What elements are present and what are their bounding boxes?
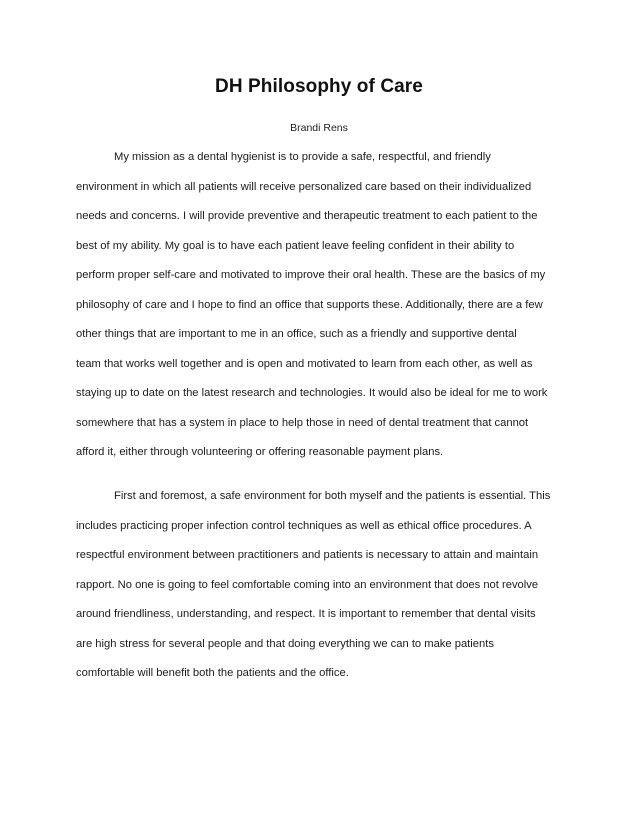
paragraph-line: comfortable will benefit both the patients and the office.	[76, 667, 349, 679]
author-name: Brandi Rens	[290, 122, 348, 134]
paragraph-line: My mission as a dental hygienist is to provide a safe, respectful, and friendly	[114, 151, 491, 163]
paragraph-line: First and foremost, a safe environment for both myself and the patients is essential. This	[114, 490, 551, 502]
paragraph-line: philosophy of care and I hope to find an office that supports these. Additionally, there are a few	[76, 298, 543, 311]
paragraph-line: team that works well together and is open and motivated to learn from each other, as well as	[76, 357, 533, 370]
paragraph-line: perform proper self-care and motivated to improve their oral health. These are the basics of my	[76, 269, 546, 281]
paragraph-line: staying up to date on the latest research and technologies. It would also be ideal for me to work	[76, 387, 548, 399]
document-title: DH Philosophy of Care	[215, 76, 423, 97]
paragraph-line: respectful environment between practitioners and patients is necessary to attain and maintain	[76, 549, 539, 561]
paragraph-line: other things that are important to me in an office, such as a friendly and supportive dental	[76, 328, 517, 340]
paragraph-line: includes practicing proper infection control techniques as well as ethical office procedures. A	[76, 519, 532, 532]
paragraph-line: around friendliness, understanding, and respect. It is important to remember that dental visits	[76, 608, 536, 620]
paragraph-line: environment in which all patients will receive personalized care based on their individualized	[76, 180, 532, 193]
paragraph-line: somewhere that has a system in place to help those in need of dental treatment that cannot	[76, 416, 529, 429]
paragraph-line: best of my ability. My goal is to have each patient leave feeling confident in their ability to	[76, 239, 515, 252]
paragraph-line: are high stress for several people and that doing everything we can to make patients	[76, 637, 494, 650]
paragraph-line: needs and concerns. I will provide preventive and therapeutic treatment to each patient to the	[76, 210, 538, 222]
paragraph-line: afford it, either through volunteering or offering reasonable payment plans.	[76, 446, 444, 458]
paragraph-line: rapport. No one is going to feel comfortable coming into an environment that does not revolve	[76, 578, 539, 591]
